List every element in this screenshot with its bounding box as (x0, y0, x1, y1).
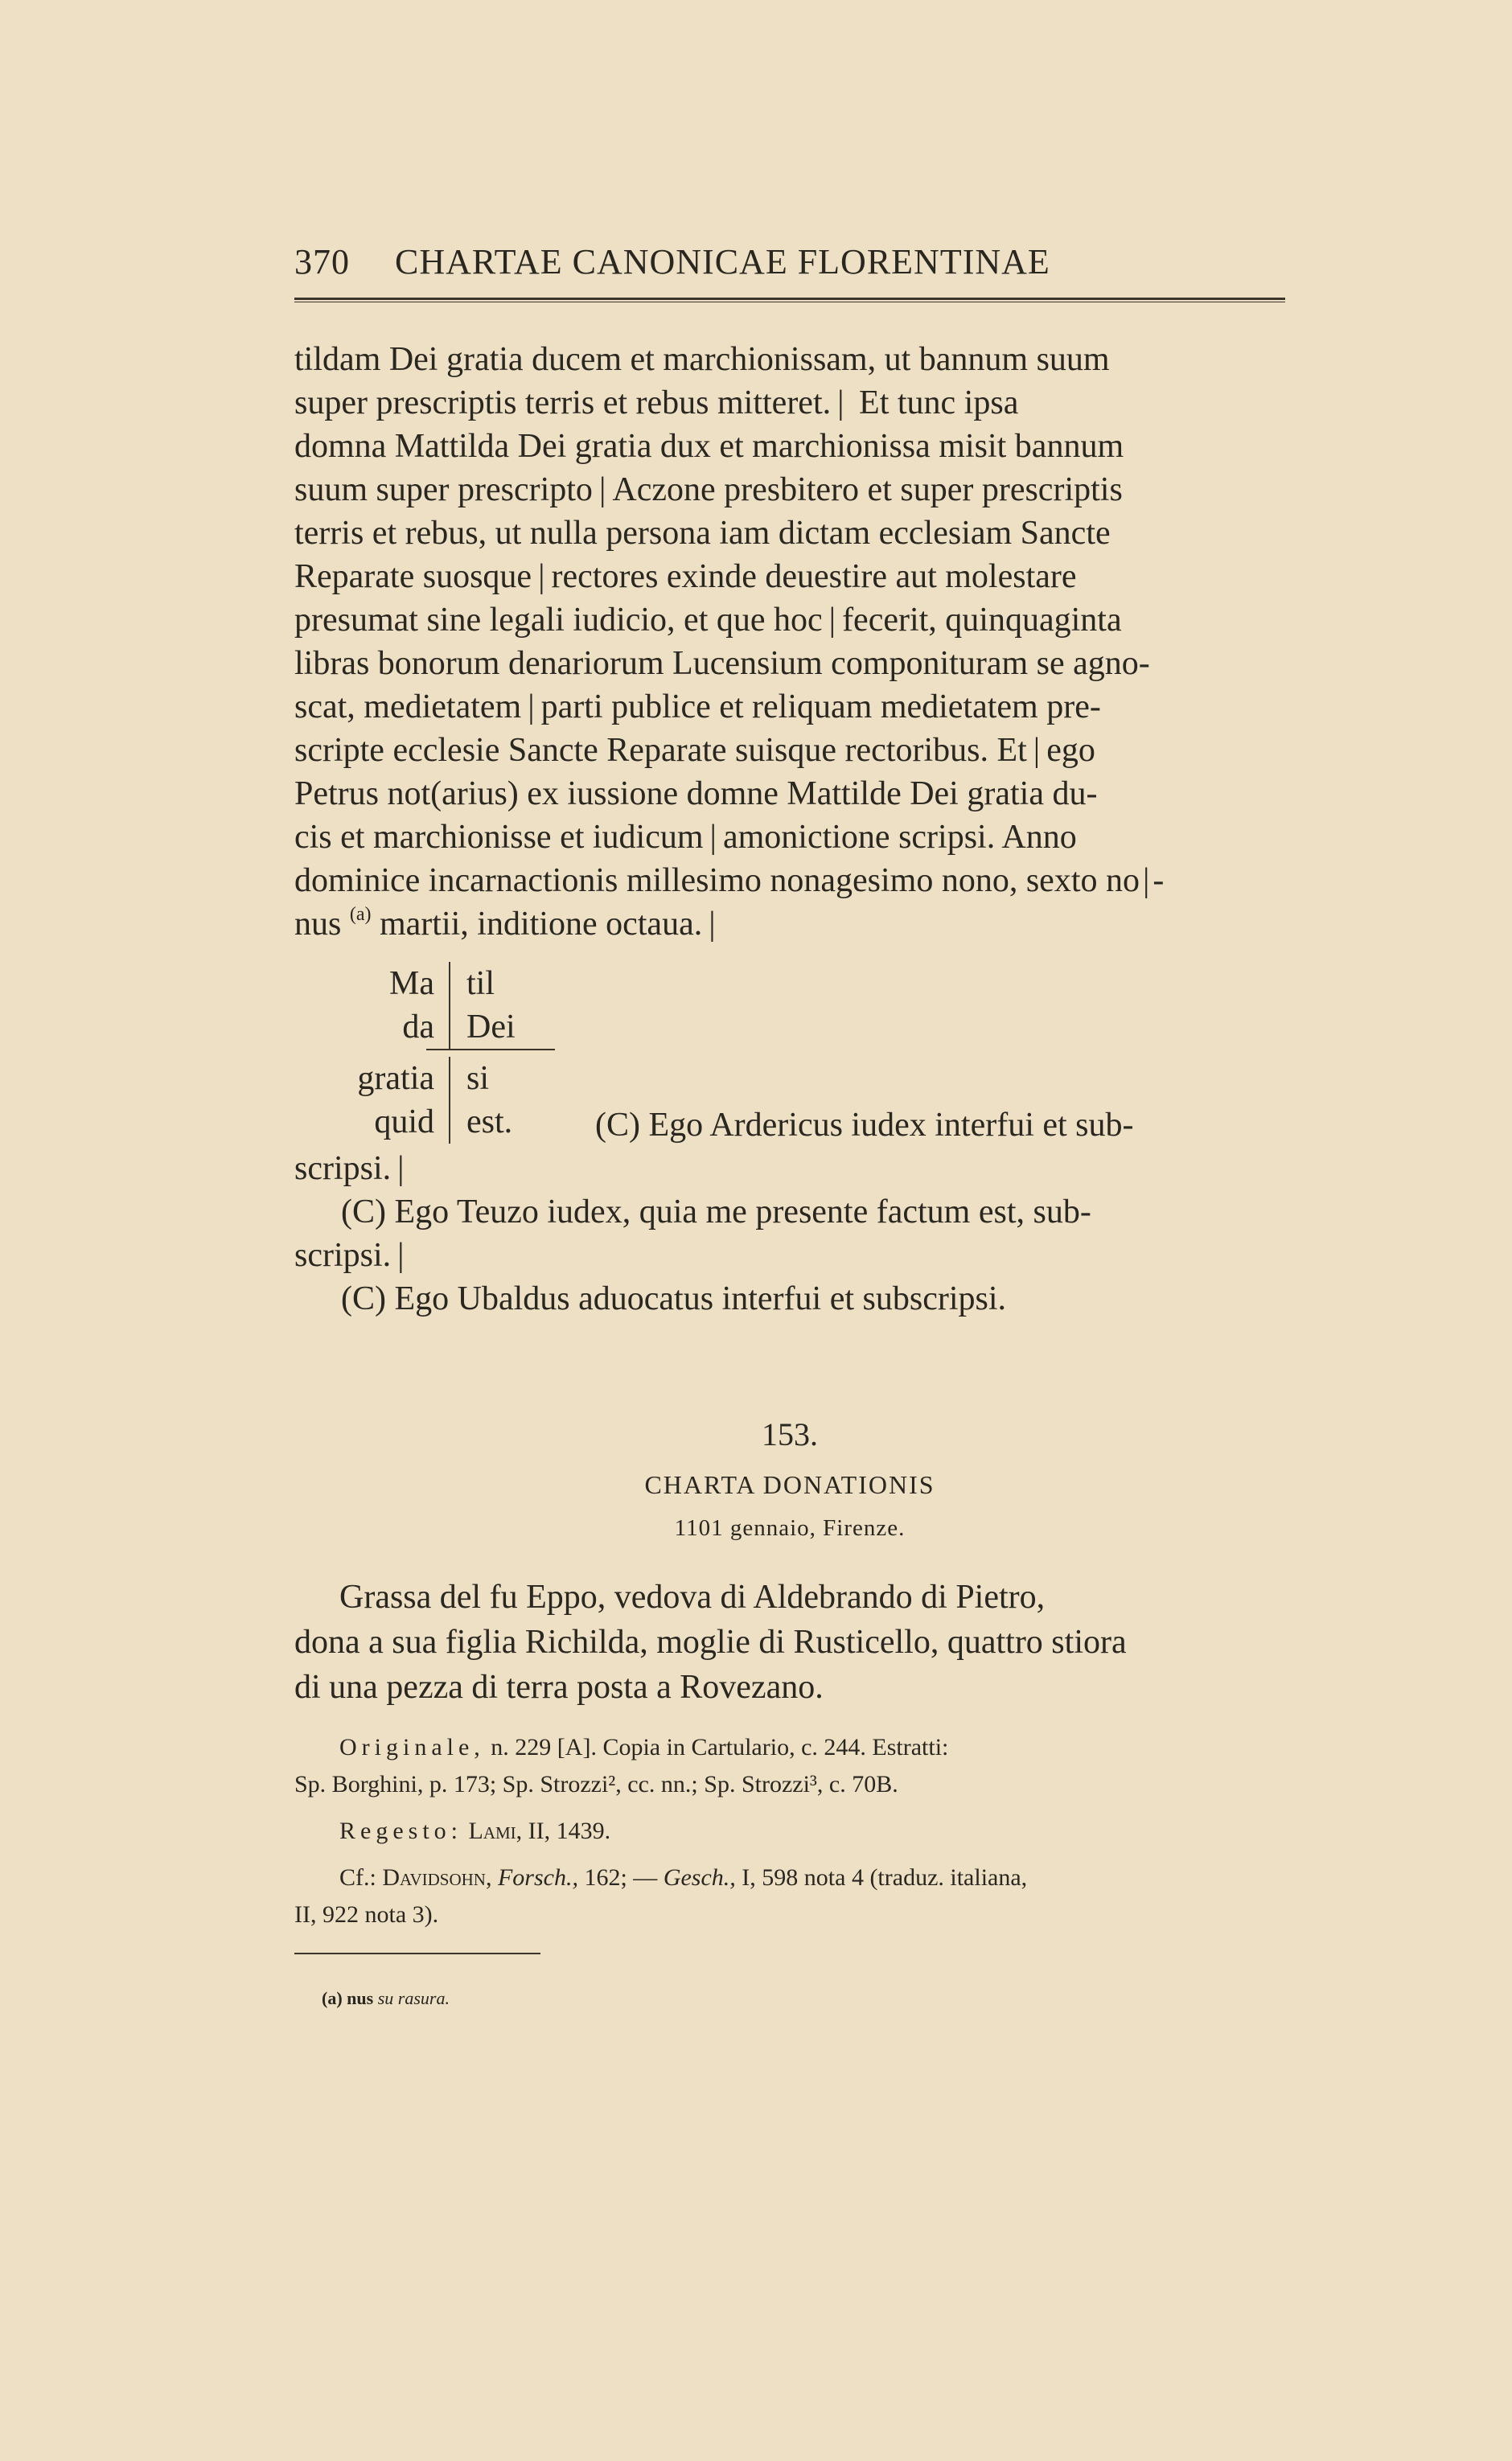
text-line: scripte ecclesie Sancte Reparate suisque rectoribus. Et | ego (294, 732, 1095, 769)
text-line: Petrus not(arius) ex iussione domne Mattilde Dei gratia du- (294, 775, 1098, 812)
text-line: cis et marchionisse et iudicum | amonictione scripsi. Anno (294, 819, 1077, 856)
charter-text (294, 338, 1285, 946)
text-line: dona a sua figlia Richilda, moglie di Rusticello, quattro stiora (294, 1624, 1127, 1661)
text-line: nus $^{(a)}$ martii, inditione octaua. | (294, 904, 716, 943)
monogram-cell: til (466, 965, 495, 1002)
subscriptions (294, 1147, 1285, 1321)
text-line: tildam Dei gratia ducem et marchionissam, ut bannum suum (294, 341, 1110, 378)
text-line: dominice incarnactionis millesimo nonagesimo nono, sexto no|- (294, 862, 1165, 899)
apparatus-originale: Originale, n. 229 [A]. Copia in Cartulario, c. 244. Estratti: Sp. Borghini, p. 173; Sp. Strozzi², cc. nn.; Sp. Strozzi³, c. 70B. (294, 1734, 949, 1797)
subscription-teuzo: (C) Ego Teuzo iudex, quia me presente factum est, sub- (341, 1194, 1091, 1230)
subscription-ardericus: (C) Ego Ardericus iudex interfui et sub- (595, 1107, 1134, 1144)
document-date: 1101 gennaio, Firenze. (674, 1515, 906, 1541)
footnote-rule (294, 1953, 540, 1954)
apparatus-regesto: Regesto: Lami, II, 1439. (339, 1818, 611, 1844)
document-summary (294, 1575, 1285, 1710)
page-number: 370 (294, 242, 350, 281)
text-line: terris et rebus, ut nulla persona iam dictam ecclesiam Sancte (294, 515, 1111, 552)
footnote: (a) nus su rasura. (322, 1988, 450, 2008)
monogram-cell: da (346, 1005, 450, 1049)
text-line: scat, medietatem | parti publice et reliquam medietatem pre- (294, 688, 1101, 725)
monogram-cell: quid (346, 1100, 450, 1144)
text-line: scripsi. | (294, 1150, 405, 1187)
text-line: super prescriptis terris et rebus mitteret. | Et tunc ipsa (294, 384, 1019, 421)
text-line: scripsi. | (294, 1237, 405, 1274)
text-line: domna Mattilda Dei gratia dux et marchionissa misit bannum (294, 428, 1124, 465)
notarial-monogram (346, 962, 555, 1144)
document-number: 153. (762, 1416, 818, 1452)
apparatus-cf: Cf.: Davidsohn, Forsch., 162; — Gesch., I, 598 nota 4 (traduz. italiana, II, 922 nota 3). (294, 1864, 1028, 1928)
subscription-ubaldus: (C) Ego Ubaldus aduocatus interfui et subscripsi. (341, 1280, 1006, 1317)
text-line: presumat sine legali iudicio, et que hoc | fecerit, quinquaginta (294, 602, 1122, 639)
text-line: Reparate suosque | rectores exinde deuestire aut molestare (294, 558, 1077, 595)
critical-apparatus (294, 1729, 1285, 1943)
monogram-cell: Ma (346, 962, 450, 1005)
text-line: libras bonorum denariorum Lucensium componituram se agno- (294, 645, 1150, 682)
document-title: CHARTA DONATIONIS (644, 1470, 935, 1499)
monogram-cell: est. (466, 1103, 513, 1140)
running-title: CHARTAE CANONICAE FLORENTINAE (395, 242, 1050, 281)
monogram-rule (426, 1049, 555, 1050)
header-rule (294, 298, 1285, 302)
monogram-cell: si (466, 1060, 490, 1097)
footnote-marker: (a) (349, 904, 372, 925)
text-line: Grassa del fu Eppo, vedova di Aldebrando di Pietro, (339, 1579, 1046, 1616)
text-line: suum super prescripto | Aczone presbitero et super prescriptis (294, 471, 1123, 508)
running-header (294, 241, 1285, 282)
monogram-cell: gratia (346, 1057, 450, 1100)
text-line: di una pezza di terra posta a Rovezano. (294, 1669, 824, 1706)
monogram-cell: Dei (466, 1009, 516, 1046)
